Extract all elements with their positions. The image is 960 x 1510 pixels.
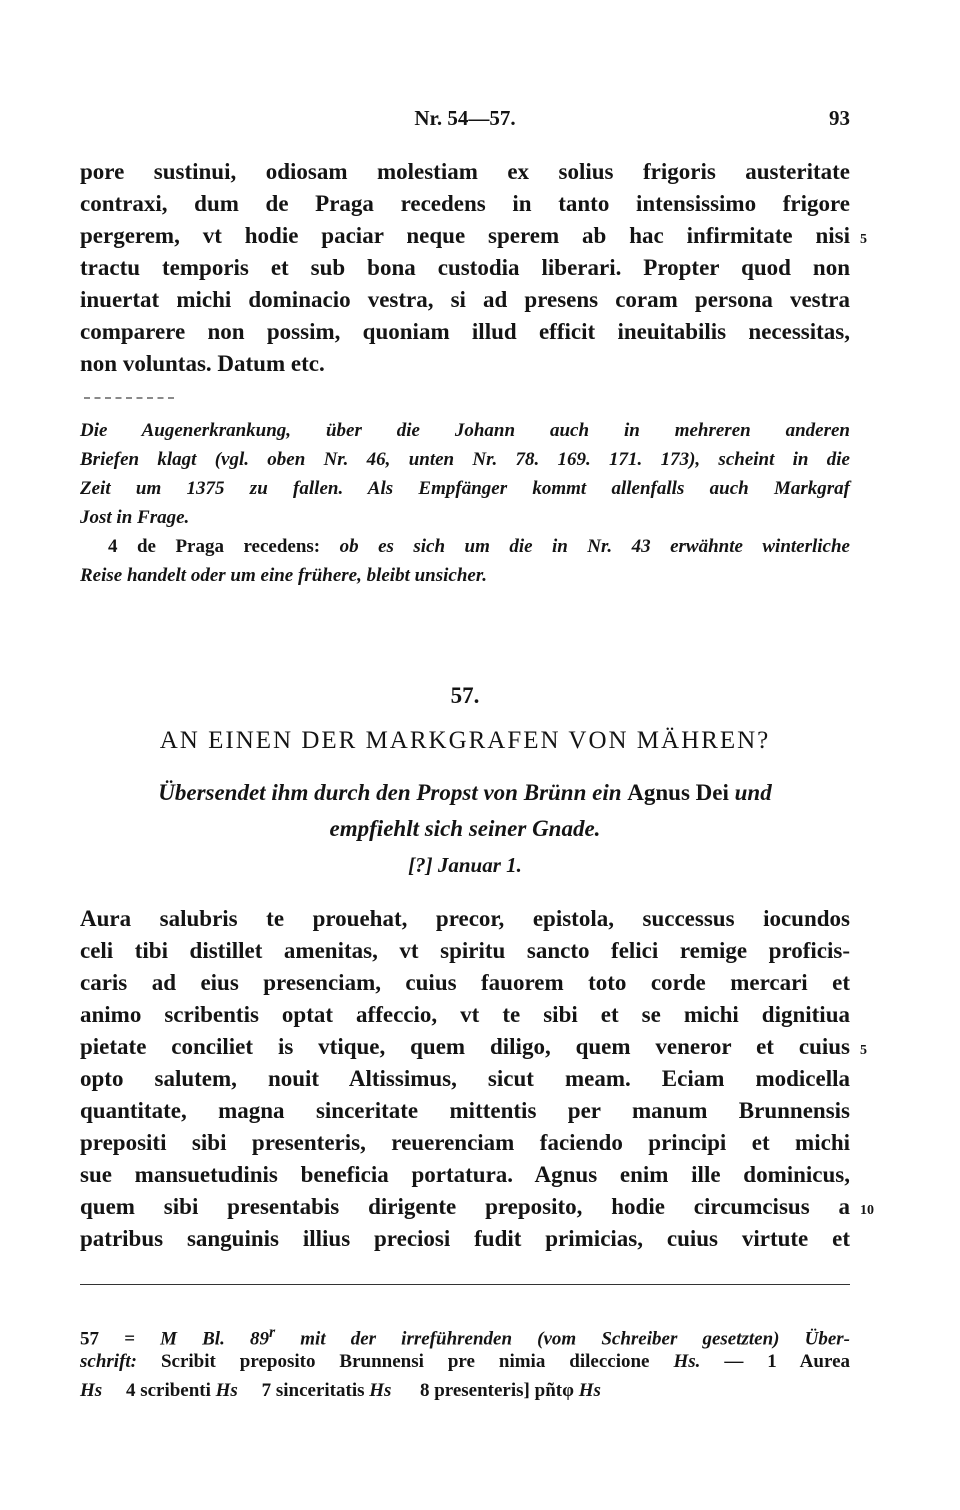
page-header xyxy=(80,106,850,136)
page-number: 93 xyxy=(829,106,850,130)
line-number-marker: 5 xyxy=(860,232,867,247)
commentary-note-continuation: Reise handelt oder um eine frühere, bleibt unsicher. xyxy=(80,565,487,586)
apparatus-footnotes xyxy=(80,1318,850,1405)
document-date: [?] Januar 1. xyxy=(408,853,522,877)
line-number-marker: 10 xyxy=(860,1203,874,1218)
text-line: Aura salubris te prouehat, precor, epistola, successus iocundos xyxy=(80,906,850,931)
note-text: ob es sich um die in Nr. 43 erwähnte winterliche xyxy=(339,536,850,557)
text-line: quem sibi presentabis dirigente preposito, hodie circumcisus a xyxy=(80,1194,850,1219)
commentary-line: Die Augenerkrankung, über die Johann auch in mehreren anderen xyxy=(80,420,850,441)
text-line: patribus sanguinis illius preciosi fudit primicias, cuius virtute et xyxy=(80,1226,850,1251)
regest-line: empfiehlt sich seiner Gnade. xyxy=(329,816,601,841)
document-number: 57. xyxy=(450,683,480,708)
letter-text xyxy=(80,903,874,1255)
footnote-line: Hs 4 scribenti Hs 7 sinceritatis Hs 8 presenteris] pñtφ Hs xyxy=(80,1380,601,1401)
text-line: animo scribentis optat affeccio, vt te sibi et se michi dignitiua xyxy=(80,1002,850,1027)
text-line: prepositi sibi presenteris, reuerenciam faciendo principi et michi xyxy=(80,1130,850,1155)
text-line: contraxi, dum de Praga recedens in tanto intensissimo frigore xyxy=(80,191,850,216)
text-line: tractu temporis et sub bona custodia liberari. Propter quod non xyxy=(80,255,850,280)
commentary-note xyxy=(80,532,850,561)
text-line: pore sustinui, odiosam molestiam ex solius frigoris austeritate xyxy=(80,159,850,184)
footnote-line: schrift: Scribit preposito Brunnensi pre nimia dileccione Hs. — 1 Aurea xyxy=(80,1351,850,1372)
letter-continuation xyxy=(80,156,867,380)
text-line: caris ad eius presenciam, cuius fauorem toto corde mercari et xyxy=(80,970,850,995)
text-line: quantitate, magna sinceritate mittentis per manum Brunnensis xyxy=(80,1098,850,1123)
commentary-line: Jost in Frage. xyxy=(80,507,190,528)
footnote-divider xyxy=(80,1284,850,1285)
footnote-ref: 57 xyxy=(80,1328,99,1350)
running-head: Nr. 54—57. xyxy=(414,106,516,130)
text-line: comparere non possim, quoniam illud efficit ineuitabilis necessitas, xyxy=(80,319,850,344)
note-reference: 4 de Praga recedens: xyxy=(108,536,321,557)
regest xyxy=(80,775,850,847)
text-line: opto salutem, nouit Altissimus, sicut meam. Eciam modicella xyxy=(80,1066,850,1091)
agnus-dei-term: Agnus Dei xyxy=(627,780,729,805)
text-line: non voluntas. Datum etc. xyxy=(80,351,325,376)
text-line: celi tibi distillet amenitas, vt spiritu sancto felici remige proficis- xyxy=(80,938,850,963)
section-divider xyxy=(84,397,174,399)
text-line: pietate conciliet is vtique, quem diligo, quem veneror et cuius xyxy=(80,1034,850,1059)
document-title: AN EINEN DER MARKGRAFEN VON MÄHREN? xyxy=(159,727,771,754)
commentary-line: Zeit um 1375 zu fallen. Als Empfänger kommt allenfalls auch Markgraf xyxy=(80,478,850,499)
footnote-line: 57 = M Bl. 89$^r$ mit der irreführenden (vom Schreiber gesetzten) Über- xyxy=(80,1324,851,1350)
commentary-line: Briefen klagt (vgl. oben Nr. 46, unten Nr. 78. 169. 171. 173), scheint in die xyxy=(80,449,850,470)
text-line: inuertat michi dominacio vestra, si ad presens coram persona vestra xyxy=(80,287,850,312)
line-number-marker: 5 xyxy=(860,1043,867,1058)
text-line: pergerem, vt hodie paciar neque sperem ab hac infirmitate nisi xyxy=(80,223,850,248)
regest-line: Übersendet ihm durch den Propst von Brünn ein Agnus Dei und xyxy=(158,780,772,805)
text-line: sue mansuetudinis beneficia portatura. Agnus enim ille dominicus, xyxy=(80,1162,850,1187)
commentary xyxy=(80,416,850,590)
